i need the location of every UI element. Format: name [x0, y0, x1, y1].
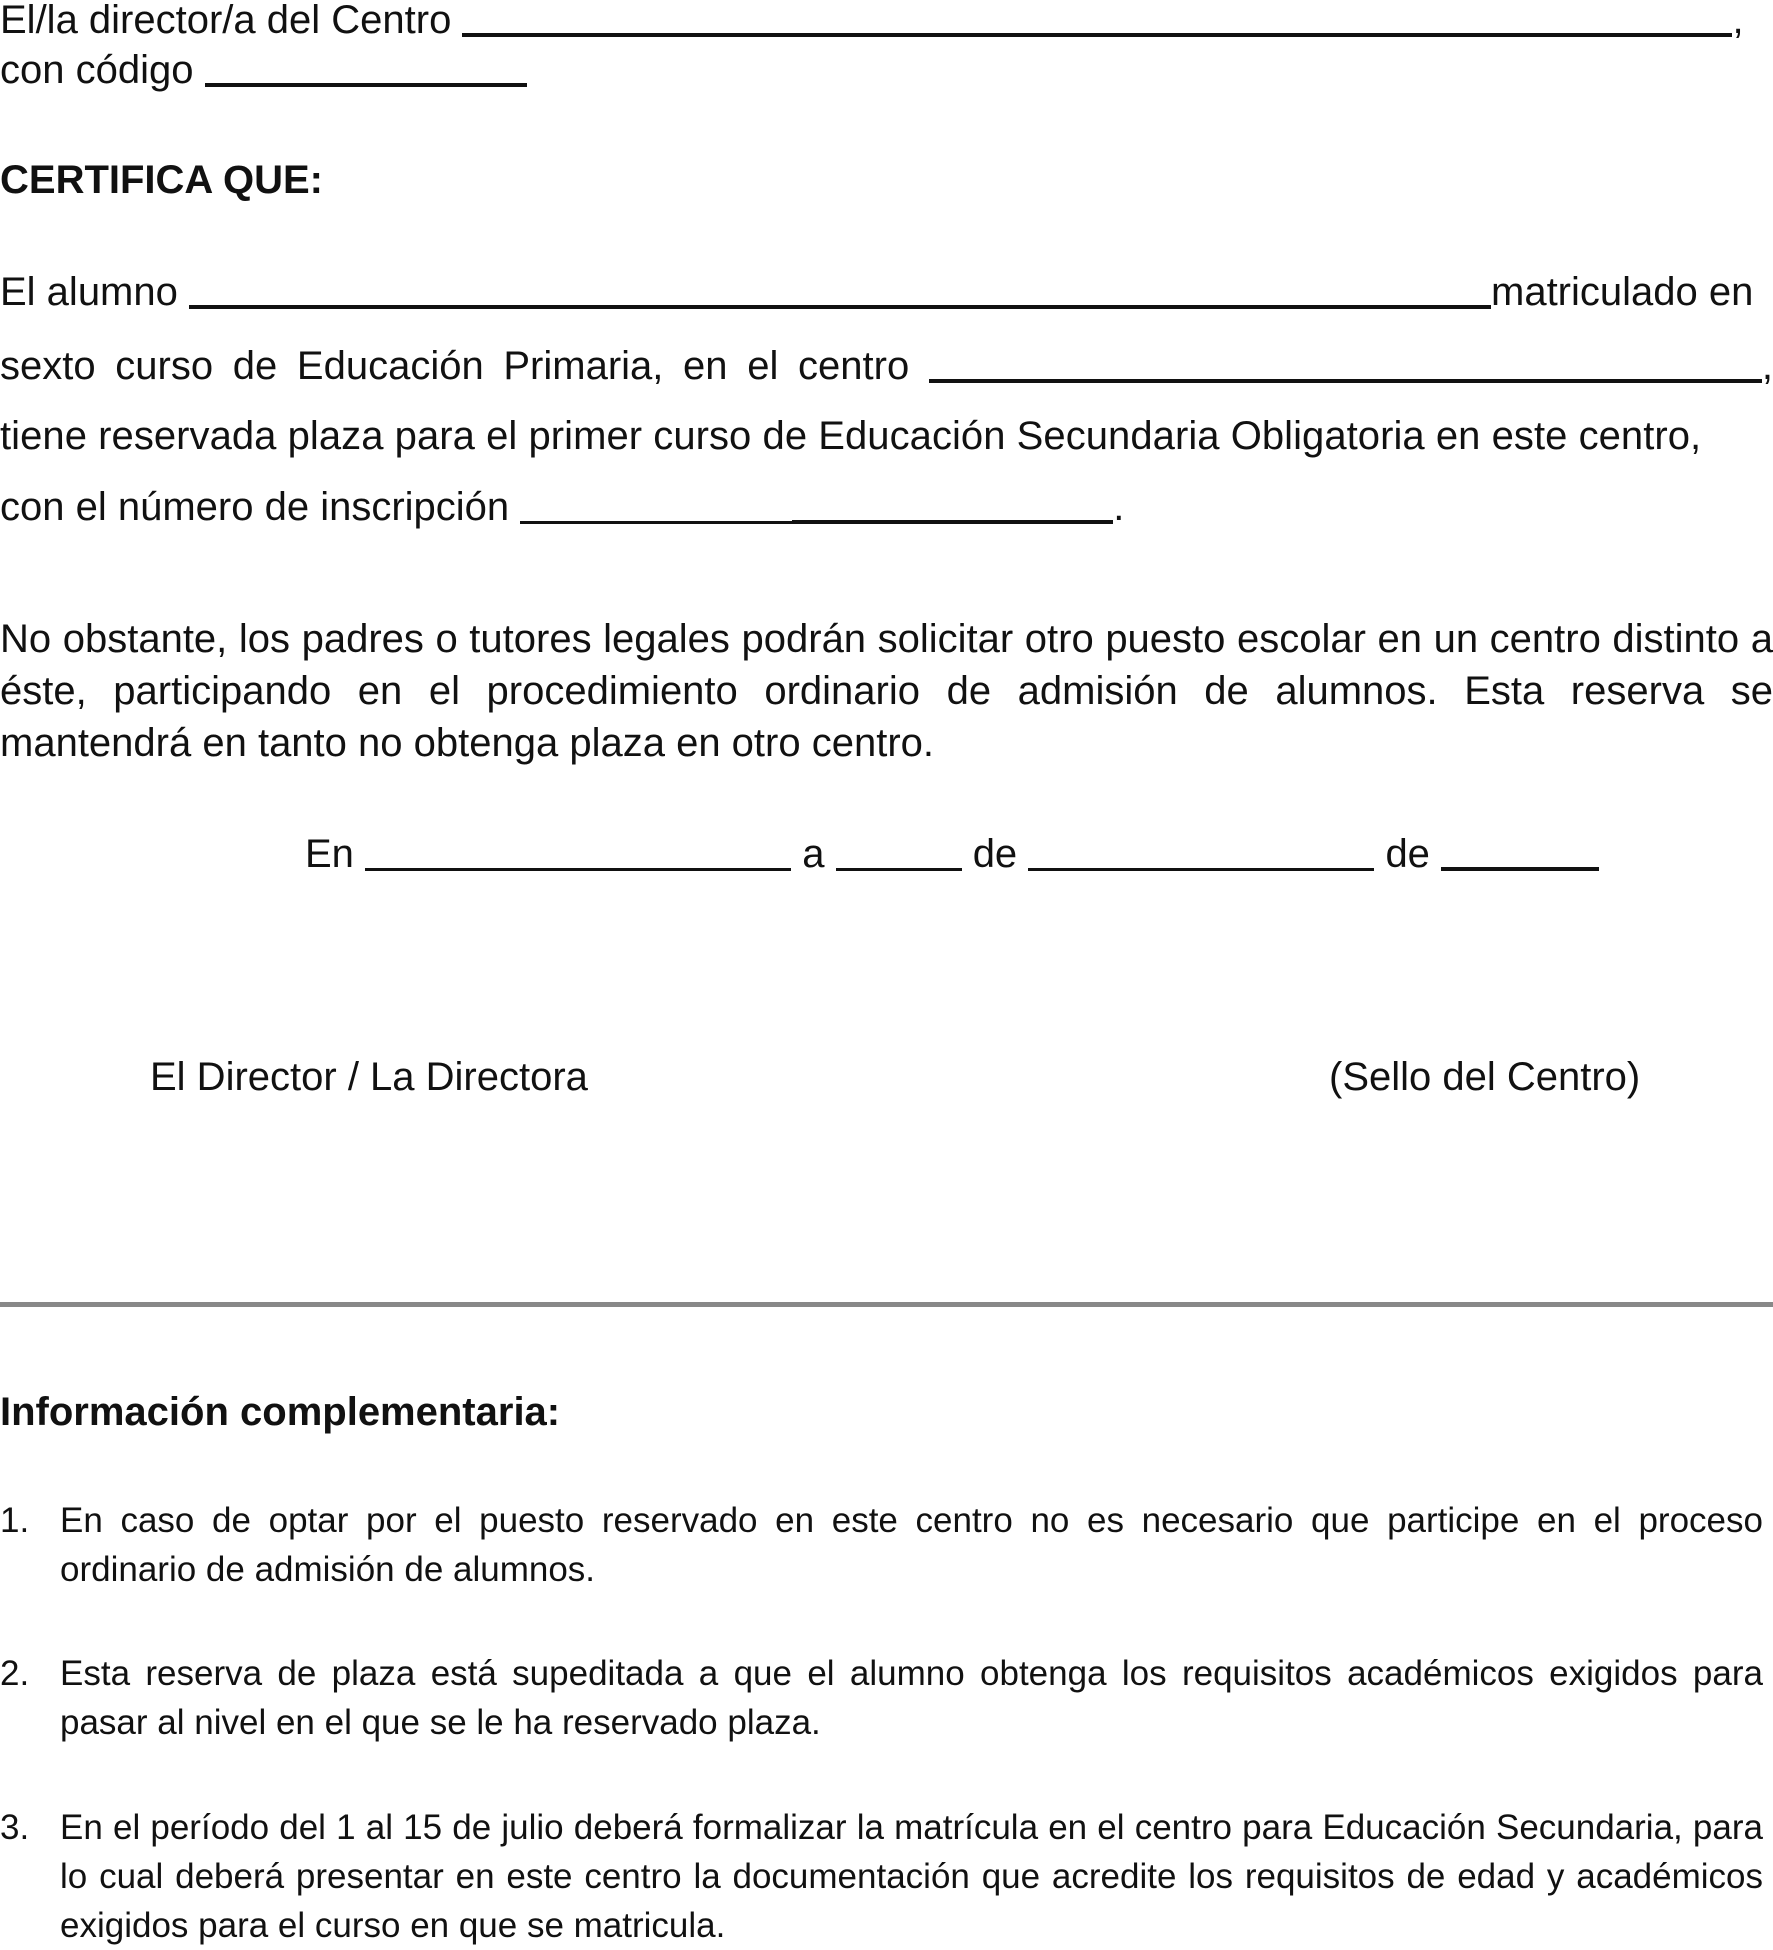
inscripcion-field-part2[interactable] — [792, 520, 1113, 524]
date-year-field[interactable] — [1441, 867, 1599, 871]
certifica-heading: CERTIFICA QUE: — [0, 158, 323, 202]
centro-name-field[interactable] — [462, 33, 1732, 37]
director-signature-label: El Director / La Directora — [150, 1055, 588, 1099]
date-a: a — [802, 832, 825, 876]
sexto-text: sexto curso de Educación Primaria, en el centro — [0, 344, 910, 388]
alumno-name-field[interactable] — [189, 305, 1491, 309]
inscripcion-line — [0, 487, 1124, 527]
tiene-line: tiene reservada plaza para el primer curso de Educación Secundaria Obligatoria en este centro, — [0, 414, 1702, 458]
list-item — [0, 1649, 1763, 1747]
date-en: En — [305, 832, 354, 876]
director-prefix: El/la director/a del Centro — [0, 0, 452, 42]
list-item-text: En caso de optar por el puesto reservado en este centro no es necesario que participe en el proceso ordinario de admisión de alumnos. — [60, 1501, 1763, 1589]
list-item-number: 3. — [0, 1808, 30, 1847]
code-line — [0, 50, 527, 90]
inscripcion-prefix: con el número de inscripción — [0, 485, 510, 529]
director-suffix: , — [1732, 0, 1744, 42]
sexto-line — [0, 344, 1773, 389]
list-item-text: En el período del 1 al 15 de julio deberá formalizar la matrícula en el centro para Educación Secundaria, para lo cual deberá presentar en este centro la documentación que acredite los requisitos de edad y académicos exigidos para el curso en que se matricula. — [60, 1808, 1763, 1945]
alumno-suffix: matriculado en — [1491, 270, 1754, 314]
date-month-field[interactable] — [1028, 868, 1374, 871]
date-place-field[interactable] — [365, 868, 791, 871]
date-line — [305, 834, 1599, 874]
section-divider — [0, 1302, 1773, 1307]
date-de1: de — [972, 832, 1018, 876]
centro-primaria-field[interactable] — [929, 379, 1762, 383]
notice-paragraph: No obstante, los padres o tutores legales podrán solicitar otro puesto escolar en un centro distinto a éste, participando en el procedimiento ordinario de admisión de alumnos. Esta reserva se mantendrá en tanto no obtenga plaza en otro centro. — [0, 617, 1773, 765]
alumno-line — [0, 272, 1753, 312]
sello-label: (Sello del Centro) — [1329, 1055, 1641, 1099]
date-day-field[interactable] — [836, 868, 962, 871]
list-item-number: 1. — [0, 1501, 30, 1540]
list-item-text: Esta reserva de plaza está supeditada a que el alumno obtenga los requisitos académicos exigidos para pasar al nivel en el que se le ha reservado plaza. — [60, 1654, 1763, 1742]
list-item-number: 2. — [0, 1654, 30, 1693]
list-item — [0, 1803, 1763, 1950]
director-line — [0, 0, 1744, 40]
centro-code-field[interactable] — [205, 83, 527, 87]
alumno-prefix: El alumno — [0, 270, 178, 314]
list-item — [0, 1496, 1763, 1594]
sexto-suffix: , — [1761, 344, 1773, 388]
date-de2: de — [1385, 832, 1430, 876]
inscripcion-field-part1[interactable] — [520, 521, 792, 524]
code-prefix: con código — [0, 48, 194, 92]
inscripcion-suffix: . — [1113, 485, 1125, 529]
info-title: Información complementaria: — [0, 1390, 561, 1434]
